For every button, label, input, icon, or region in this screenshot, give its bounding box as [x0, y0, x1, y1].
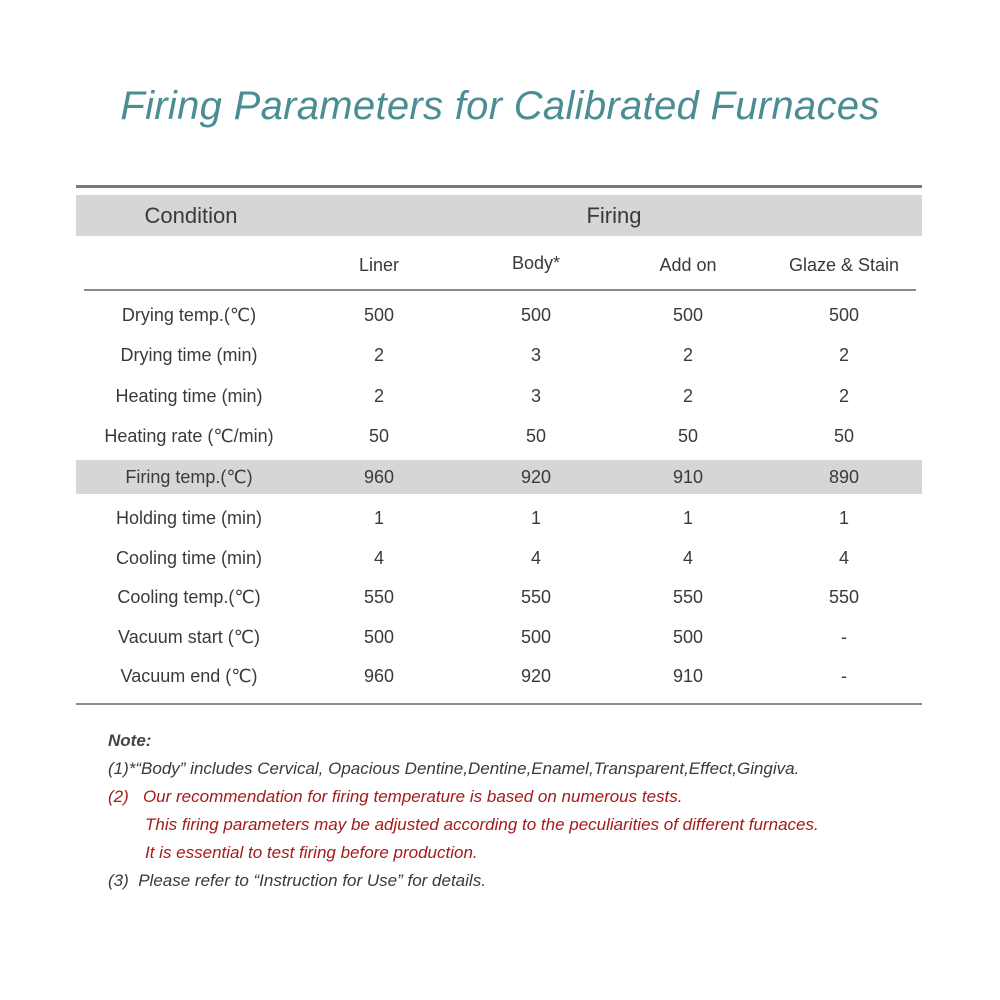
row-value: 500	[828, 305, 860, 325]
row-value: 550	[520, 587, 552, 607]
row-value: 50	[368, 426, 390, 446]
row-label: Holding time (min)	[115, 508, 263, 528]
page-title: Firing Parameters for Calibrated Furnaces	[120, 84, 880, 128]
row-label: Vacuum start (℃)	[118, 627, 260, 647]
table-row	[76, 541, 922, 575]
row-value: 1	[530, 508, 541, 528]
column-header-add-on: Add on	[659, 255, 717, 275]
table-row	[76, 379, 922, 413]
note-1: (1)*“Body” includes Cervical, Opacious Dentine,Dentine,Enamel,Transparent,Effect,Gingiva.	[108, 759, 800, 778]
row-label: Vacuum end (℃)	[120, 666, 258, 686]
note-2-line-2: This firing parameters may be adjusted according to the peculiarities of different furnaces.	[145, 815, 819, 834]
row-label: Cooling temp.(℃)	[117, 587, 261, 607]
row-value: 2	[373, 386, 384, 406]
row-value: 50	[677, 426, 699, 446]
table-row	[76, 460, 922, 494]
row-value: 3	[530, 386, 541, 406]
row-value: 2	[838, 345, 849, 365]
column-header-glaze-stain: Glaze & Stain	[788, 255, 900, 275]
row-label: Heating time (min)	[115, 386, 263, 406]
table-row	[76, 620, 922, 654]
row-value: 2	[682, 345, 693, 365]
row-label: Drying temp.(℃)	[121, 305, 257, 325]
row-value: 2	[373, 345, 384, 365]
header-firing: Firing	[586, 203, 642, 228]
table-row	[76, 580, 922, 614]
row-value: 500	[363, 305, 395, 325]
row-value: 550	[828, 587, 860, 607]
notes-heading: Note:	[108, 731, 152, 750]
row-value: 920	[520, 467, 552, 487]
row-value: 550	[363, 587, 395, 607]
row-value: 4	[682, 548, 693, 568]
row-value: 960	[363, 666, 395, 686]
row-label: Cooling time (min)	[115, 548, 263, 568]
row-value: 1	[838, 508, 849, 528]
row-value: 910	[672, 467, 704, 487]
table-top-rule	[76, 185, 922, 188]
row-value: 890	[828, 467, 860, 487]
note-2-line-1: (2) Our recommendation for firing temperature is based on numerous tests.	[108, 787, 683, 806]
header-condition: Condition	[144, 203, 238, 228]
table-row	[76, 659, 922, 693]
row-value: -	[841, 627, 847, 647]
row-value: 500	[672, 305, 704, 325]
notes-section	[108, 727, 928, 895]
column-header-liner: Liner	[358, 255, 400, 275]
row-value: 500	[520, 627, 552, 647]
table-row	[76, 298, 922, 332]
row-value: 4	[373, 548, 384, 568]
row-value: 920	[520, 666, 552, 686]
table-row	[76, 419, 922, 453]
row-label: Heating rate (℃/min)	[104, 426, 274, 446]
row-value: -	[841, 666, 847, 686]
row-value: 960	[363, 467, 395, 487]
table-row	[76, 501, 922, 535]
row-value: 910	[672, 666, 704, 686]
row-value: 550	[672, 587, 704, 607]
row-value: 4	[838, 548, 849, 568]
column-header-body: Body*	[511, 253, 561, 273]
row-value: 1	[373, 508, 384, 528]
row-value: 500	[672, 627, 704, 647]
table-header-rule	[84, 289, 916, 291]
table-bottom-rule	[76, 703, 922, 705]
row-value: 500	[520, 305, 552, 325]
row-value: 1	[682, 508, 693, 528]
note-3: (3) Please refer to “Instruction for Use” for details.	[108, 871, 486, 890]
table-row	[76, 338, 922, 372]
row-value: 50	[525, 426, 547, 446]
row-value: 3	[530, 345, 541, 365]
row-value: 500	[363, 627, 395, 647]
row-label: Firing temp.(℃)	[125, 467, 253, 487]
row-value: 2	[682, 386, 693, 406]
row-value: 2	[838, 386, 849, 406]
note-2-line-3: It is essential to test firing before production.	[145, 843, 478, 862]
row-value: 50	[833, 426, 855, 446]
row-label: Drying time (min)	[120, 345, 258, 365]
row-value: 4	[530, 548, 541, 568]
